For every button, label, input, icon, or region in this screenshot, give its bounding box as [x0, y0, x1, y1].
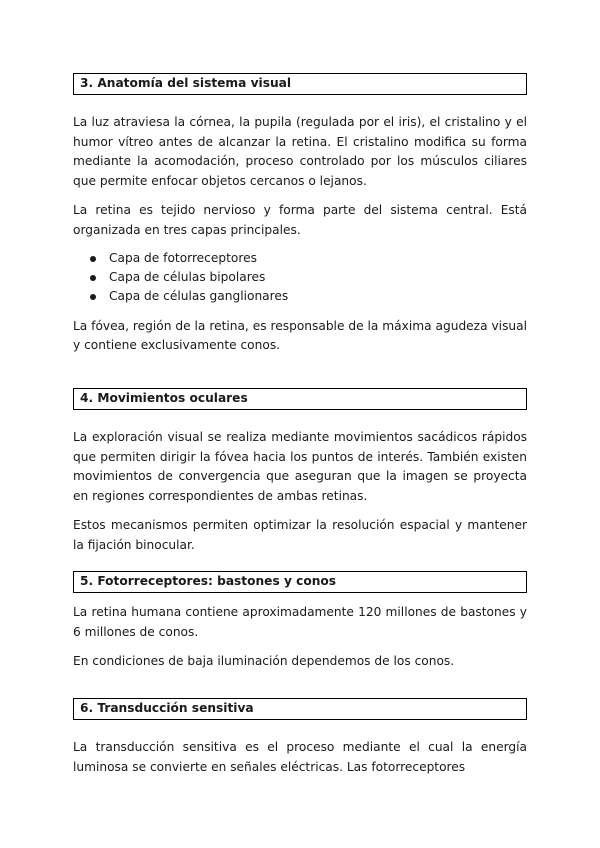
- section-movimientos: [73, 388, 527, 556]
- list-item: [73, 268, 527, 287]
- paragraph: La luz atraviesa la córnea, la pupila (regulada por el iris), el cristalino y el humor vítreo antes de alcanzar la retina. El cristalino modifica su forma mediante la acomodación, proceso controlado por los músculos ciliares que permite enfocar objetos cercanos o lejanos.: [73, 115, 527, 188]
- paragraph: La exploración visual se realiza mediante movimientos sacádicos rápidos que permiten dirigir la fóvea hacia los puntos de interés. También existen movimientos de convergencia que aseguran que la imagen se proyecta en regiones correspondientes de ambas retinas.: [73, 430, 527, 503]
- section-heading: 3. Anatomía del sistema visual: [73, 73, 527, 95]
- paragraph: La retina humana contiene aproximadamente 120 millones de bastones y 6 millones de conos.: [73, 605, 527, 639]
- list-item-text: Capa de fotorreceptores: [109, 250, 257, 265]
- paragraph: Estos mecanismos permiten optimizar la resolución espacial y mantener la fijación binocular.: [73, 518, 527, 552]
- section-heading: 5. Fotorreceptores: bastones y conos: [73, 571, 527, 593]
- section-transduccion: [73, 698, 527, 777]
- list-item-text: Capa de células bipolares: [109, 269, 266, 284]
- list-item: [73, 287, 527, 306]
- bullet-list: [73, 249, 527, 307]
- bullet-icon: [90, 275, 96, 281]
- section-anatomia: [73, 73, 527, 356]
- bullet-icon: [90, 294, 96, 300]
- section-fotorreceptores: [73, 571, 527, 672]
- list-item: [73, 249, 527, 268]
- list-item-text: Capa de células ganglionares: [109, 289, 289, 304]
- paragraph: La fóvea, región de la retina, es responsable de la máxima agudeza visual y contiene exclusivamente conos.: [73, 318, 527, 353]
- paragraph: En condiciones de baja iluminación dependemos de los conos.: [73, 654, 455, 669]
- bullet-icon: [90, 256, 96, 262]
- section-heading: 6. Transducción sensitiva: [73, 698, 527, 720]
- paragraph: La transducción sensitiva es el proceso mediante el cual la energía luminosa se convierte en señales eléctricas. Las fotorreceptores: [73, 740, 527, 774]
- section-heading: 4. Movimientos oculares: [73, 388, 527, 410]
- paragraph: La retina es tejido nervioso y forma parte del sistema central. Está organizada en tres capas principales.: [73, 203, 527, 237]
